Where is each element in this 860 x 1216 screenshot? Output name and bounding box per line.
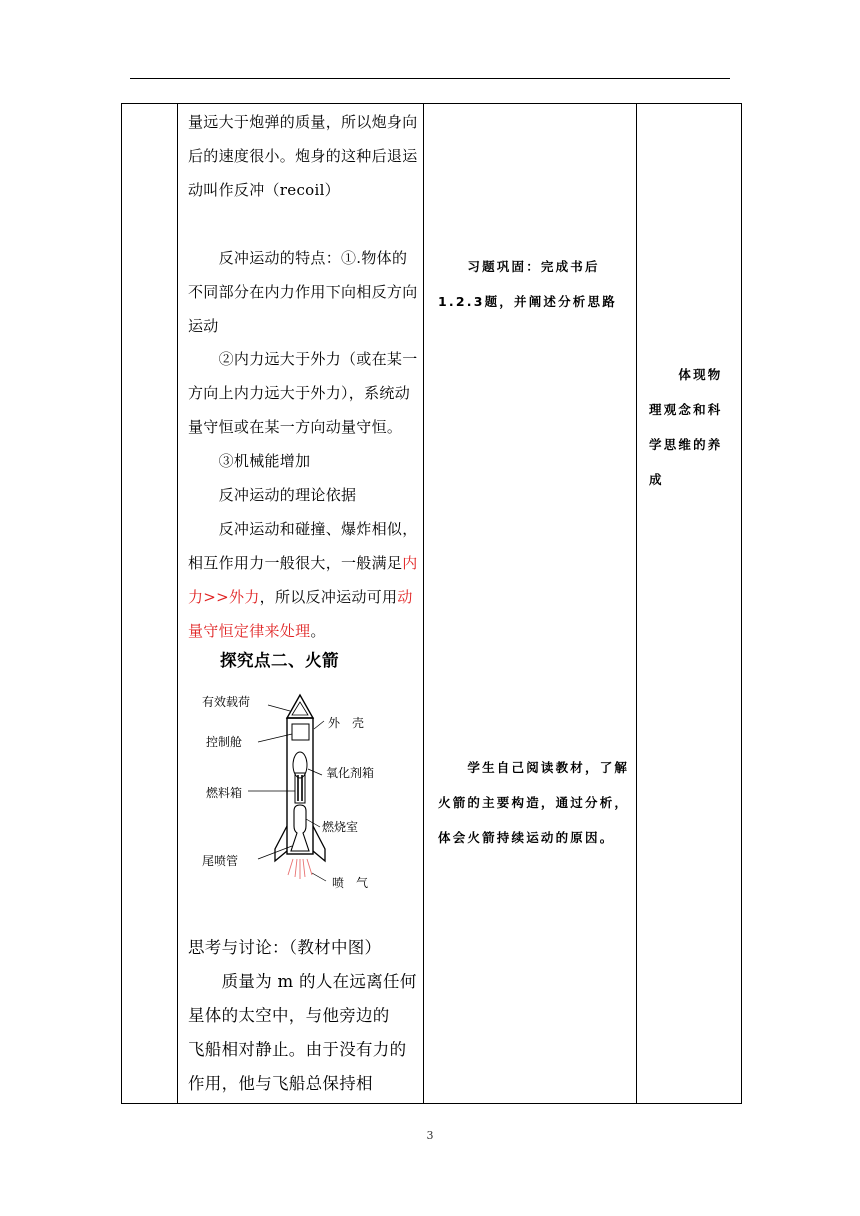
label-payload: 有效载荷 — [202, 695, 251, 709]
design-intent-cell — [637, 104, 742, 1104]
paragraph-recoil-intro: 量远大于炮弹的质量，所以炮身向后的速度很小。炮身的这种后退运动叫作反冲（recoil） — [188, 113, 418, 199]
highlight-internal-force: 内力>>外力 — [188, 554, 418, 606]
header-rule — [130, 78, 730, 79]
paragraph-recoil-theory — [188, 512, 422, 648]
paragraph-recoil-basis: 反冲运动的理论依据 — [188, 486, 357, 504]
teaching-content-cell — [178, 104, 424, 1104]
exercise-text: 习题巩固：完成书后1.2.3题，并阐述分析思路 — [438, 259, 617, 309]
label-exhaust: 喷 气 — [332, 876, 369, 890]
goal-text: 体现物理观念和科学思维的养成 — [649, 367, 723, 487]
paragraph-recoil-feature-3: ③机械能增加 — [188, 452, 311, 470]
control-cabin-shape — [292, 724, 309, 740]
left-fin — [275, 826, 287, 861]
label-oxidizer-tank: 氧化剂箱 — [326, 766, 375, 780]
highlight-momentum-law: 动量守恒定律来处理 — [188, 588, 413, 640]
payload-shape — [287, 695, 313, 718]
label-combustion-chamber: 燃烧室 — [322, 820, 359, 834]
lesson-table — [121, 103, 742, 1104]
text-run: 。 — [310, 622, 326, 640]
label-fuel-tank: 燃料箱 — [206, 786, 243, 800]
label-nozzle: 尾喷管 — [202, 854, 239, 868]
think-discuss-body: 质量为 m 的人在远离任何星体的太空中，与他旁边的 飞船相对静止。由于没有力的作用，他与飞船总保持相 — [188, 972, 424, 1093]
reading-activity-text: 学生自己阅读教材，了解火箭的主要构造，通过分析，体会火箭持续运动的原因。 — [438, 760, 630, 845]
label-shell: 外 壳 — [328, 716, 365, 730]
text-run: 反冲运动和碰撞、爆炸相似，相互作用力一般很大，一般满足 — [188, 520, 418, 572]
rocket-diagram — [202, 691, 402, 901]
combustion-chamber-shape — [291, 805, 309, 851]
paragraph-recoil-feature-2: ②内力远大于外力（或在某一方向上内力远大于外力），系统动量守恒或在某一方向动量守恒。 — [188, 350, 418, 436]
exhaust-lines — [288, 859, 312, 879]
student-activity-cell — [424, 104, 637, 1104]
section-heading-rocket: 探究点二、火箭 — [220, 651, 339, 670]
think-discuss-title: 思考与讨论：（教材中图） — [188, 938, 382, 957]
paragraph-recoil-feature-1: 反冲运动的特点：①.物体的不同部分在内力作用下向相反方向运动 — [188, 249, 418, 335]
label-control-cabin: 控制舱 — [206, 735, 243, 749]
text-run: ，所以反冲运动可用 — [259, 588, 398, 606]
page-number: 3 — [426, 1129, 434, 1142]
table-cell-blank — [122, 104, 178, 1104]
